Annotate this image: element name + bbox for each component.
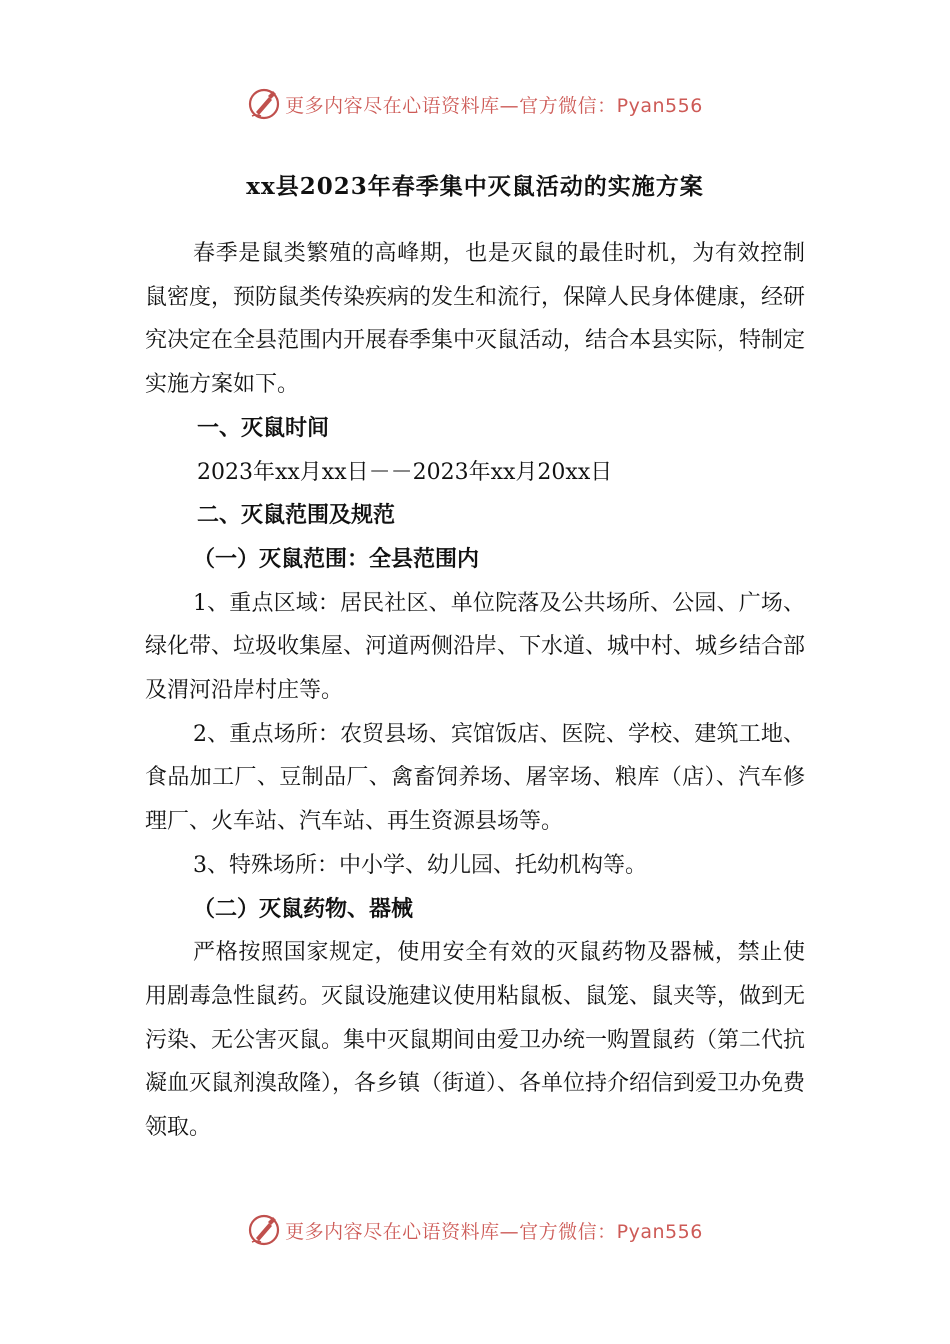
- watermark-banner-top: [0, 84, 950, 124]
- document-body: [145, 232, 805, 1150]
- document-title: xx县2023年春季集中灭鼠活动的实施方案: [246, 173, 704, 200]
- section-1-heading: 一、灭鼠时间: [197, 414, 330, 441]
- list-item: 2、重点场所：农贸县场、宾馆饭店、医院、学校、建筑工地、食品加工厂、豆制品厂、禽畜饲养场、屠宰场、粮库（店）、汽车修理厂、火车站、汽车站、再生资源县场等。: [145, 721, 805, 835]
- watermark-text: 更多内容尽在心语资料库—官方微信：Pyan556: [285, 1220, 703, 1243]
- pen-logo-icon: [247, 1213, 281, 1247]
- subsection-2-heading: （二）灭鼠药物、器械: [193, 895, 414, 922]
- pen-logo-icon: [247, 87, 281, 121]
- watermark-banner-bottom: [0, 1210, 950, 1250]
- list-item: 1、重点区域：居民社区、单位院落及公共场所、公园、广场、绿化带、垃圾收集屋、河道两侧沿岸、下水道、城中村、城乡结合部及渭河沿岸村庄等。: [145, 590, 806, 704]
- intro-paragraph: 春季是鼠类繁殖的高峰期，也是灭鼠的最佳时机，为有效控制鼠密度，预防鼠类传染疾病的发生和流行，保障人民身体健康，经研究决定在全县范围内开展春季集中灭鼠活动，结合本县实际，特制定实施方案如下。: [145, 241, 806, 398]
- section-1-body: 2023年xx月xx日－－2023年xx月20xx日: [197, 459, 613, 485]
- section-2-heading: 二、灭鼠范围及规范: [197, 502, 396, 529]
- subsection-1-heading: （一）灭鼠范围：全县范围内: [193, 545, 480, 572]
- watermark-text: 更多内容尽在心语资料库—官方微信：Pyan556: [285, 94, 703, 117]
- subsection-2-body: 严格按照国家规定，使用安全有效的灭鼠药物及器械，禁止使用剧毒急性鼠药。灭鼠设施建议使用粘鼠板、鼠笼、鼠夹等，做到无污染、无公害灭鼠。集中灭鼠期间由爱卫办统一购置鼠药（第二代抗凝血灭鼠剂溴敌隆），各乡镇（街道）、各单位持介绍信到爱卫办免费领取。: [145, 940, 806, 1141]
- list-item: 3、特殊场所：中小学、幼儿园、托幼机构等。: [193, 852, 647, 878]
